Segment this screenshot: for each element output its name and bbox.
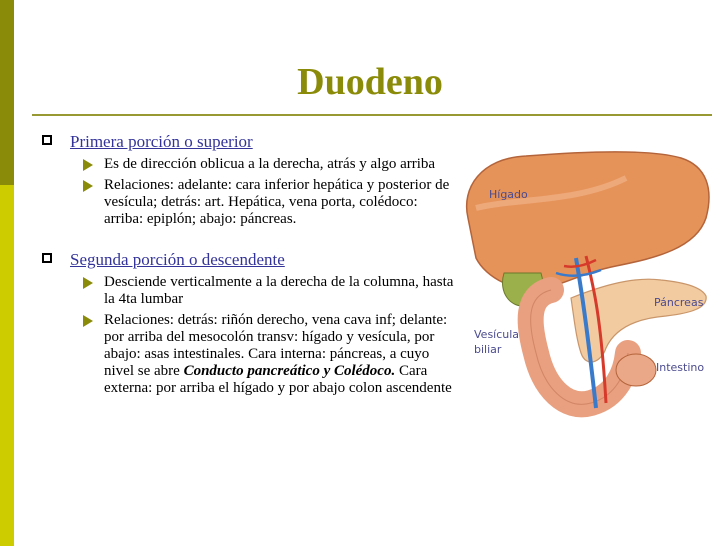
section-heading-text: Primera porción o superior: [70, 132, 253, 151]
label-vesicula-1: Vesícula: [474, 328, 520, 341]
list-item: [38, 177, 458, 228]
triangle-bullet-icon: [83, 159, 93, 171]
list-item: [38, 156, 458, 173]
list-item-text: Desciende verticalmente a la derecha de la columna, hasta la 4ta lumbar: [104, 274, 454, 307]
square-bullet-icon: [42, 135, 52, 145]
sidebar-segment-light: [0, 185, 14, 546]
title-divider: [32, 114, 712, 116]
list-item: [38, 274, 458, 308]
slide-content: [38, 132, 458, 397]
list-item-text-pre: Relaciones: detrás: riñón derecho, vena cava inf; delante: por arriba del mesocolón transv: hígado y vesícula, por abajo: asas intestinales. Cara interna: páncreas, a cuyo nivel se abre: [104, 312, 448, 379]
section-heading-text: Segunda porción o descendente: [70, 250, 285, 269]
triangle-bullet-icon: [83, 180, 93, 192]
list-item-text: Relaciones: adelante: cara inferior hepática y posterior de vesícula; detrás: art. Hepática, vena porta, colédoco: arriba: epiplón; abajo: páncreas.: [104, 177, 450, 227]
label-intestino: Intestino: [656, 361, 705, 374]
sidebar-segment-dark: [0, 0, 14, 185]
list-item-text: Es de dirección oblicua a la derecha, atrás y algo arriba: [104, 156, 436, 172]
section-heading-1: [38, 132, 458, 152]
triangle-bullet-icon: [83, 277, 93, 289]
list-item-text-post: Cara externa: por arriba el hígado y por abajo colon ascendente: [104, 363, 452, 396]
square-bullet-icon: [42, 253, 52, 263]
label-vesicula-2: biliar: [474, 343, 502, 356]
label-higado: Hígado: [489, 188, 528, 201]
section-heading-2: [38, 250, 458, 270]
anatomy-illustration: [456, 148, 716, 448]
list-item-emphasis: Conducto pancreático y Colédoco.: [183, 363, 396, 379]
triangle-bullet-icon: [83, 315, 93, 327]
intestine-shape: [616, 354, 656, 386]
list-item: [38, 312, 458, 397]
label-pancreas: Páncreas: [654, 296, 704, 309]
slide-title: Duodeno: [297, 61, 443, 103]
sidebar-bar: [0, 0, 14, 546]
